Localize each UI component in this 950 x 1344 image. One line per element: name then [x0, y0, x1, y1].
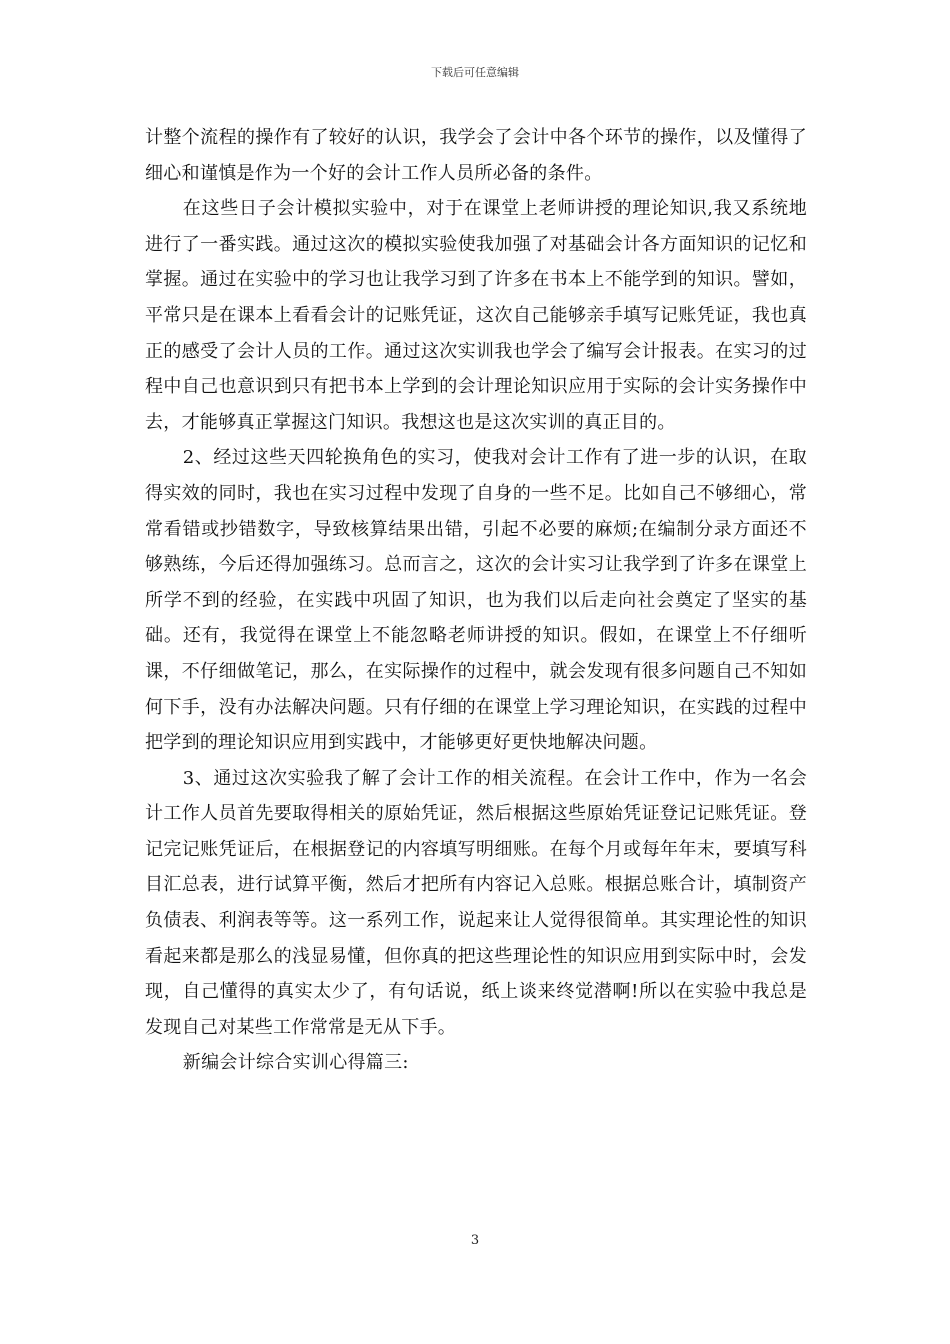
paragraph-simulation-practice: 在这些日子会计模拟实验中，对于在课堂上老师讲授的理论知识,我又系统地进行了一番实践。通过这次的模拟实验使我加强了对基础会计各方面知识的记忆和掌握。通过在实验中的学习也让我学习到了许多在书本上不能学到的知识。譬如，平常只是在课本上看看会计的记账凭证，这次自己能够亲手填写记账凭证，我也真正的感受了会计人员的工作。通过这次实训我也学会了编写会计报表。在实习的过程中自己也意识到只有把书本上学到的会计理论知识应用于实际的会计实务操作中去，才能够真正掌握这门知识。我想这也是这次实训的真正目的。 [145, 198, 807, 433]
paragraph-point-3: 3、通过这次实验我了解了会计工作的相关流程。在会计工作中，作为一名会计工作人员首先要取得相关的原始凭证，然后根据这些原始凭证登记记账凭证。登记完记账凭证后，在根据登记的内容填写明细账。在每个月或每年年末，要填写科目汇总表，进行试算平衡，然后才把所有内容记入总账。根据总账合计，填制资产负债表、利润表等等。这一系列工作，说起来让人觉得很简单。其实理论性的知识看起来都是那么的浅显易懂，但你真的把这些理论性的知识应用到实际中时，会发现，自己懂得的真实太少了，有句话说，纸上谈来终觉潜啊!所以在实验中我总是发现自己对某些工作常常是无从下手。 [145, 767, 807, 1038]
section-heading-part-three: 新编会计综合实训心得篇三: [182, 1052, 409, 1074]
page-header: 下载后可任意编辑 [431, 66, 519, 79]
document-body [145, 120, 807, 1081]
page-number: 3 [470, 1233, 480, 1248]
paragraph-continuation: 计整个流程的操作有了较好的认识，我学会了会计中各个环节的操作，以及懂得了细心和谨慎是作为一个好的会计工作人员所必备的条件。 [145, 127, 807, 184]
paragraph-point-2: 2、经过这些天四轮换角色的实习，使我对会计工作有了进一步的认识，在取得实效的同时，我也在实习过程中发现了自身的一些不足。比如自己不够细心，常常看错或抄错数字，导致核算结果出错，引起不必要的麻烦;在编制分录方面还不够熟练，今后还得加强练习。总而言之，这次的会计实习让我学到了许多在课堂上所学不到的经验，在实践中巩固了知识，也为我们以后走向社会奠定了坚实的基础。还有，我觉得在课堂上不能忽略老师讲授的知识。假如，在课堂上不仔细听课，不仔细做笔记，那么，在实际操作的过程中，就会发现有很多问题自己不知如何下手，没有办法解决问题。只有仔细的在课堂上学习理论知识，在实践的过程中把学到的理论知识应用到实践中，才能够更好更快地解决问题。 [145, 447, 807, 754]
